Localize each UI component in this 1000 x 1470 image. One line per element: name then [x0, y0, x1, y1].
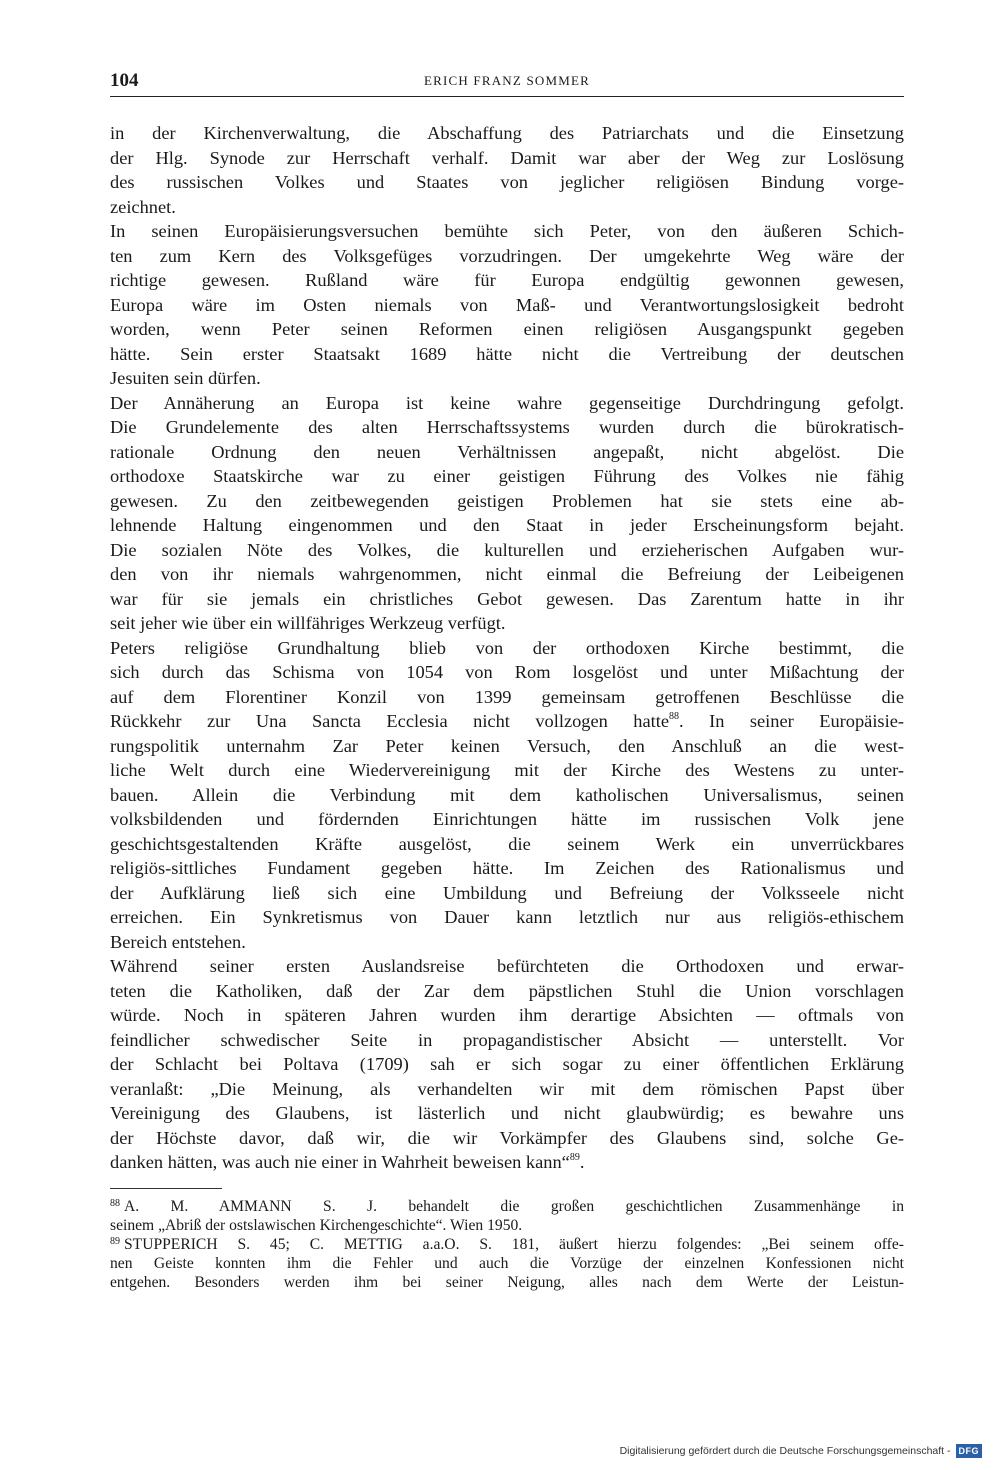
footnote-divider	[110, 1188, 222, 1189]
text-line: auf dem Florentiner Konzil von 1399 gemeinsam getroffenen Beschlüsse die	[110, 686, 904, 707]
text-line: Die sozialen Nöte des Volkes, die kulturellen und erzieherischen Aufgaben wur-	[110, 539, 904, 560]
text-line: rungspolitik unternahm Zar Peter keinen Versuch, den Anschluß an die west-	[110, 735, 904, 756]
text-line: geschichtsgestaltenden Kräfte ausgelöst, die seinem Werk ein unverrückbares	[110, 833, 904, 854]
text-line: des russischen Volkes und Staates von jeglicher religiösen Bindung vorge-	[110, 172, 904, 192]
footnote-line	[110, 1273, 904, 1292]
footnote-text: A. M. AMMANN S. J. behandelt die großen geschichtlichen Zusammenhänge in	[124, 1198, 904, 1215]
text-line: der Aufklärung ließ sich eine Umbildung und Befreiung der Volksseele nicht	[110, 882, 904, 903]
text-line: der Schlacht bei Poltava (1709) sah er sich sogar zu einer öffentlichen Erklärung	[110, 1054, 904, 1074]
text-line: den von ihr niemals wahrgenommen, nicht einmal die Befreiung der Leibeigenen	[110, 564, 904, 584]
footnote-reference[interactable]: 88	[669, 711, 680, 722]
text-line: lehnende Haltung eingenommen und den Staat in jeder Erscheinungsform bejaht.	[110, 515, 904, 535]
text-line: Vereinigung des Glaubens, ist lästerlich und nicht glaubwürdig; es bewahre uns	[110, 1103, 904, 1123]
text-line: in der Kirchenverwaltung, die Abschaffung des Patriarchats und die Einsetzung	[110, 123, 904, 143]
text-line: gewesen. Zu den zeitbewegenden geistigen Problemen hat sie stets eine ab-	[110, 490, 904, 511]
footnote-line	[110, 1197, 904, 1216]
text-line: teten die Katholiken, daß der Zar dem päpstlichen Stuhl die Union vorschlagen	[110, 980, 904, 1001]
text-line: erreichen. Ein Synkretismus von Dauer kann letztlich nur aus religiös-ethischem	[110, 907, 904, 927]
text-line: richtige gewesen. Rußland wäre für Europa endgültig gewonnen gewesen,	[110, 270, 904, 290]
text-line: rationale Ordnung den neuen Verhältnissen angepaßt, nicht abgelöst. Die	[110, 441, 904, 462]
footnote-text: STUPPERICH S. 45; C. METTIG a.a.O. S. 181, äußert hierzu folgendes: „Bei seinem offe-	[124, 1236, 904, 1253]
text-line: feindlicher schwedischer Seite in propagandistischer Absicht — unterstellt. Vor	[110, 1029, 904, 1050]
text-line: der Hlg. Synode zur Herrschaft verhalf. Damit war aber der Weg zur Loslösung	[110, 147, 904, 168]
body-text	[110, 121, 904, 1175]
text-line: volksbildenden und fördernden Einrichtungen hätte im russischen Volk jene	[110, 809, 904, 829]
text-line: Jesuiten sein dürfen.	[110, 368, 261, 388]
text-line: Peters religiöse Grundhaltung blieb von der orthodoxen Kirche bestimmt, die	[110, 637, 904, 658]
footnote-reference[interactable]: 89	[569, 1152, 580, 1163]
text-line: hätte. Sein erster Staatsakt 1689 hätte nicht die Vertreibung der deutschen	[110, 343, 904, 364]
running-head: ERICH FRANZ SOMMER	[423, 73, 591, 88]
text-line: veranlaßt: „Die Meinung, als verhandelten wir mit dem römischen Papst über	[110, 1078, 904, 1099]
footnote-text: seinem „Abriß der ostslawischen Kirchengeschichte“. Wien 1950.	[110, 1217, 523, 1234]
text-line: zeichnet.	[110, 196, 176, 217]
text-line: Die Grundelemente des alten Herrschaftssystems wurden durch die bürokratisch-	[110, 417, 904, 437]
text-line: ten zum Kern des Volksgefüges vorzudringen. Der umgekehrte Weg wäre der	[110, 245, 904, 266]
text-line: worden, wenn Peter seinen Reformen einen religiösen Ausgangspunkt gegeben	[110, 319, 904, 339]
text-line: bauen. Allein die Verbindung mit dem katholischen Universalismus, seinen	[110, 784, 904, 805]
credit-text: Digitalisierung gefördert durch die Deutsche Forschungsgemeinschaft -	[619, 1445, 951, 1457]
page-header	[110, 70, 904, 97]
text-line: Während seiner ersten Auslandsreise befürchteten die Orthodoxen und erwar-	[110, 956, 904, 976]
footnote-line	[110, 1254, 904, 1273]
text-line: war für sie jemals ein christliches Gebot gewesen. Das Zarentum hatte in ihr	[110, 588, 904, 609]
text-line: sich durch das Schisma von 1054 von Rom losgelöst und unter Mißachtung der	[110, 662, 904, 682]
footnote-mark: 89	[110, 1236, 120, 1247]
text-line: religiös-sittliches Fundament gegeben hätte. Im Zeichen des Rationalismus und	[110, 858, 904, 878]
text-line: Bereich entstehen.	[110, 931, 246, 952]
footnote-text: nen Geiste konnten ihm die Fehler und auch die Vorzüge der einzelnen Konfessionen nicht	[110, 1255, 904, 1272]
footnote-text: entgehen. Besonders werden ihm bei seiner Neigung, alles nach dem Werte der Leistun-	[110, 1274, 904, 1291]
text-line: Rückkehr zur Una Sancta Ecclesia nicht vollzogen hatte$^{88}$. In seiner Europäisie-	[110, 711, 904, 731]
text-line: liche Welt durch eine Wiedervereinigung mit der Kirche des Westens zu unter-	[110, 760, 904, 780]
text-line: der Höchste davor, daß wir, die wir Vorkämpfer des Glaubens sind, solche Ge-	[110, 1127, 904, 1148]
page-number: 104	[110, 70, 139, 91]
footnote-line	[110, 1216, 904, 1235]
text-line: Der Annäherung an Europa ist keine wahre gegenseitige Durchdringung gefolgt.	[110, 392, 904, 413]
text-line: orthodoxe Staatskirche war zu einer geistigen Führung des Volkes nie fähig	[110, 466, 904, 486]
text-line: danken hätten, was auch nie einer in Wahrheit beweisen kann“$^{89}$.	[110, 1152, 585, 1172]
text-line: würde. Noch in späteren Jahren wurden ihm derartige Absichten — oftmals von	[110, 1005, 904, 1025]
footnote-mark: 88	[110, 1198, 120, 1209]
dfg-logo-icon: DFG	[956, 1444, 983, 1458]
text-line: Europa wäre im Osten niemals von Maß- und Verantwortungslosigkeit bedroht	[110, 294, 904, 315]
digitization-credit	[620, 1440, 982, 1462]
footnote-line	[110, 1235, 904, 1254]
text-line: seit jeher wie über ein willfähriges Werkzeug verfügt.	[110, 613, 506, 633]
footnotes	[110, 1197, 904, 1292]
text-line: In seinen Europäisierungsversuchen bemühte sich Peter, von den äußeren Schich-	[110, 221, 904, 241]
